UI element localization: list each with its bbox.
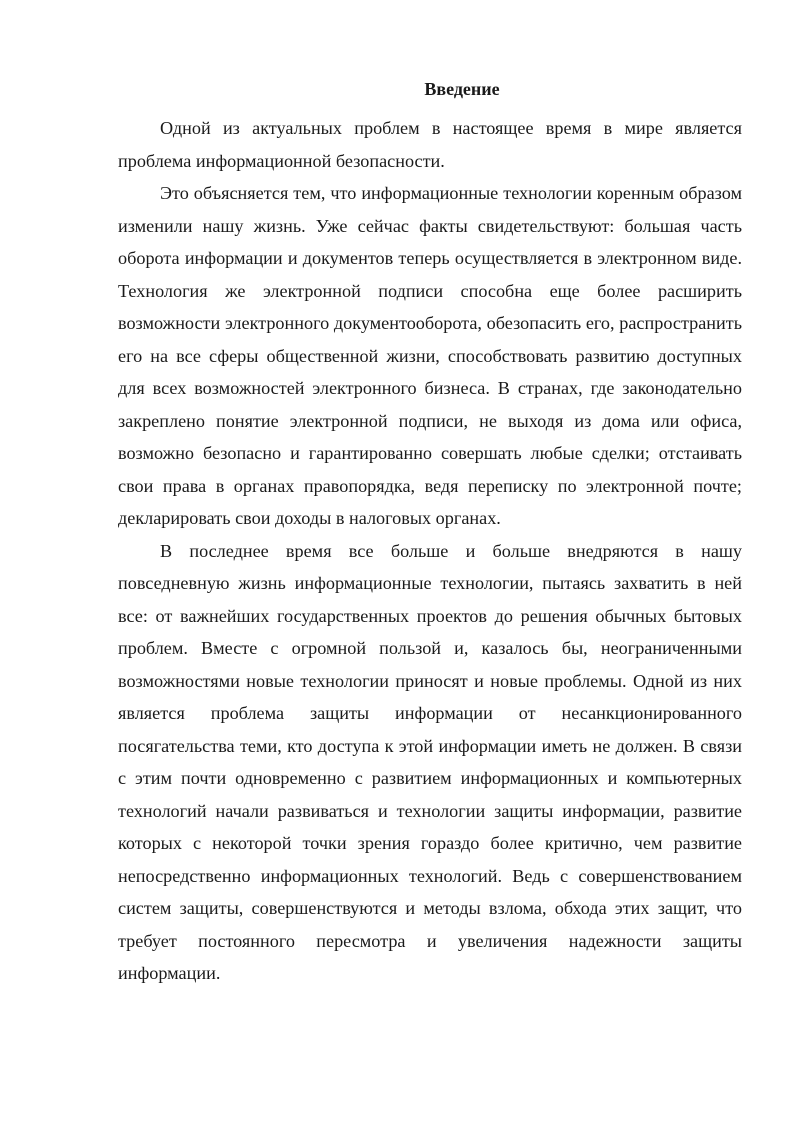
- paragraph-1: Одной из актуальных проблем в настоящее время в мире является проблема информационной безопасности.: [118, 118, 742, 171]
- section-title: Введение: [424, 79, 500, 99]
- document-body: [118, 76, 742, 990]
- paragraph-2: Это объясняется тем, что информационные технологии коренным образом изменили нашу жизнь. Уже сейчас факты свидетельствуют: большая часть оборота информации и документов теперь осуществляется в электронном виде. Технология же электронной подписи способна еще более расширить возможности электронного документооборота, обезопасить его, распространить его на все сферы общественной жизни, способствовать развитию доступных для всех возможностей электронного бизнеса. В странах, где законодательно закреплено понятие электронной подписи, не выходя из дома или офиса, возможно безопасно и гарантированно совершать любые сделки; отстаивать свои права в органах правопорядка, ведя переписку по электронной почте; декларировать свои доходы в налоговых органах.: [118, 183, 742, 528]
- paragraph-3: В последнее время все больше и больше внедряются в нашу повседневную жизнь информационные технологии, пытаясь захватить в ней все: от важнейших государственных проектов до решения обычных бытовых проблем. Вместе с огромной пользой и, казалось бы, неограниченными возможностями новые технологии приносят и новые проблемы. Одной из них является проблема защиты информации от несанкционированного посягательства теми, кто доступа к этой информации иметь не должен. В связи с этим почти одновременно с развитием информационных и компьютерных технологий начали развиваться и технологии защиты информации, развитие которых с некоторой точки зрения гораздо более критично, чем развитие непосредственно информационных технологий. Ведь с совершенствованием систем защиты, совершенствуются и методы взлома, обхода этих защит, что требует постоянного пересмотра и увеличения надежности защиты информации.: [118, 540, 742, 983]
